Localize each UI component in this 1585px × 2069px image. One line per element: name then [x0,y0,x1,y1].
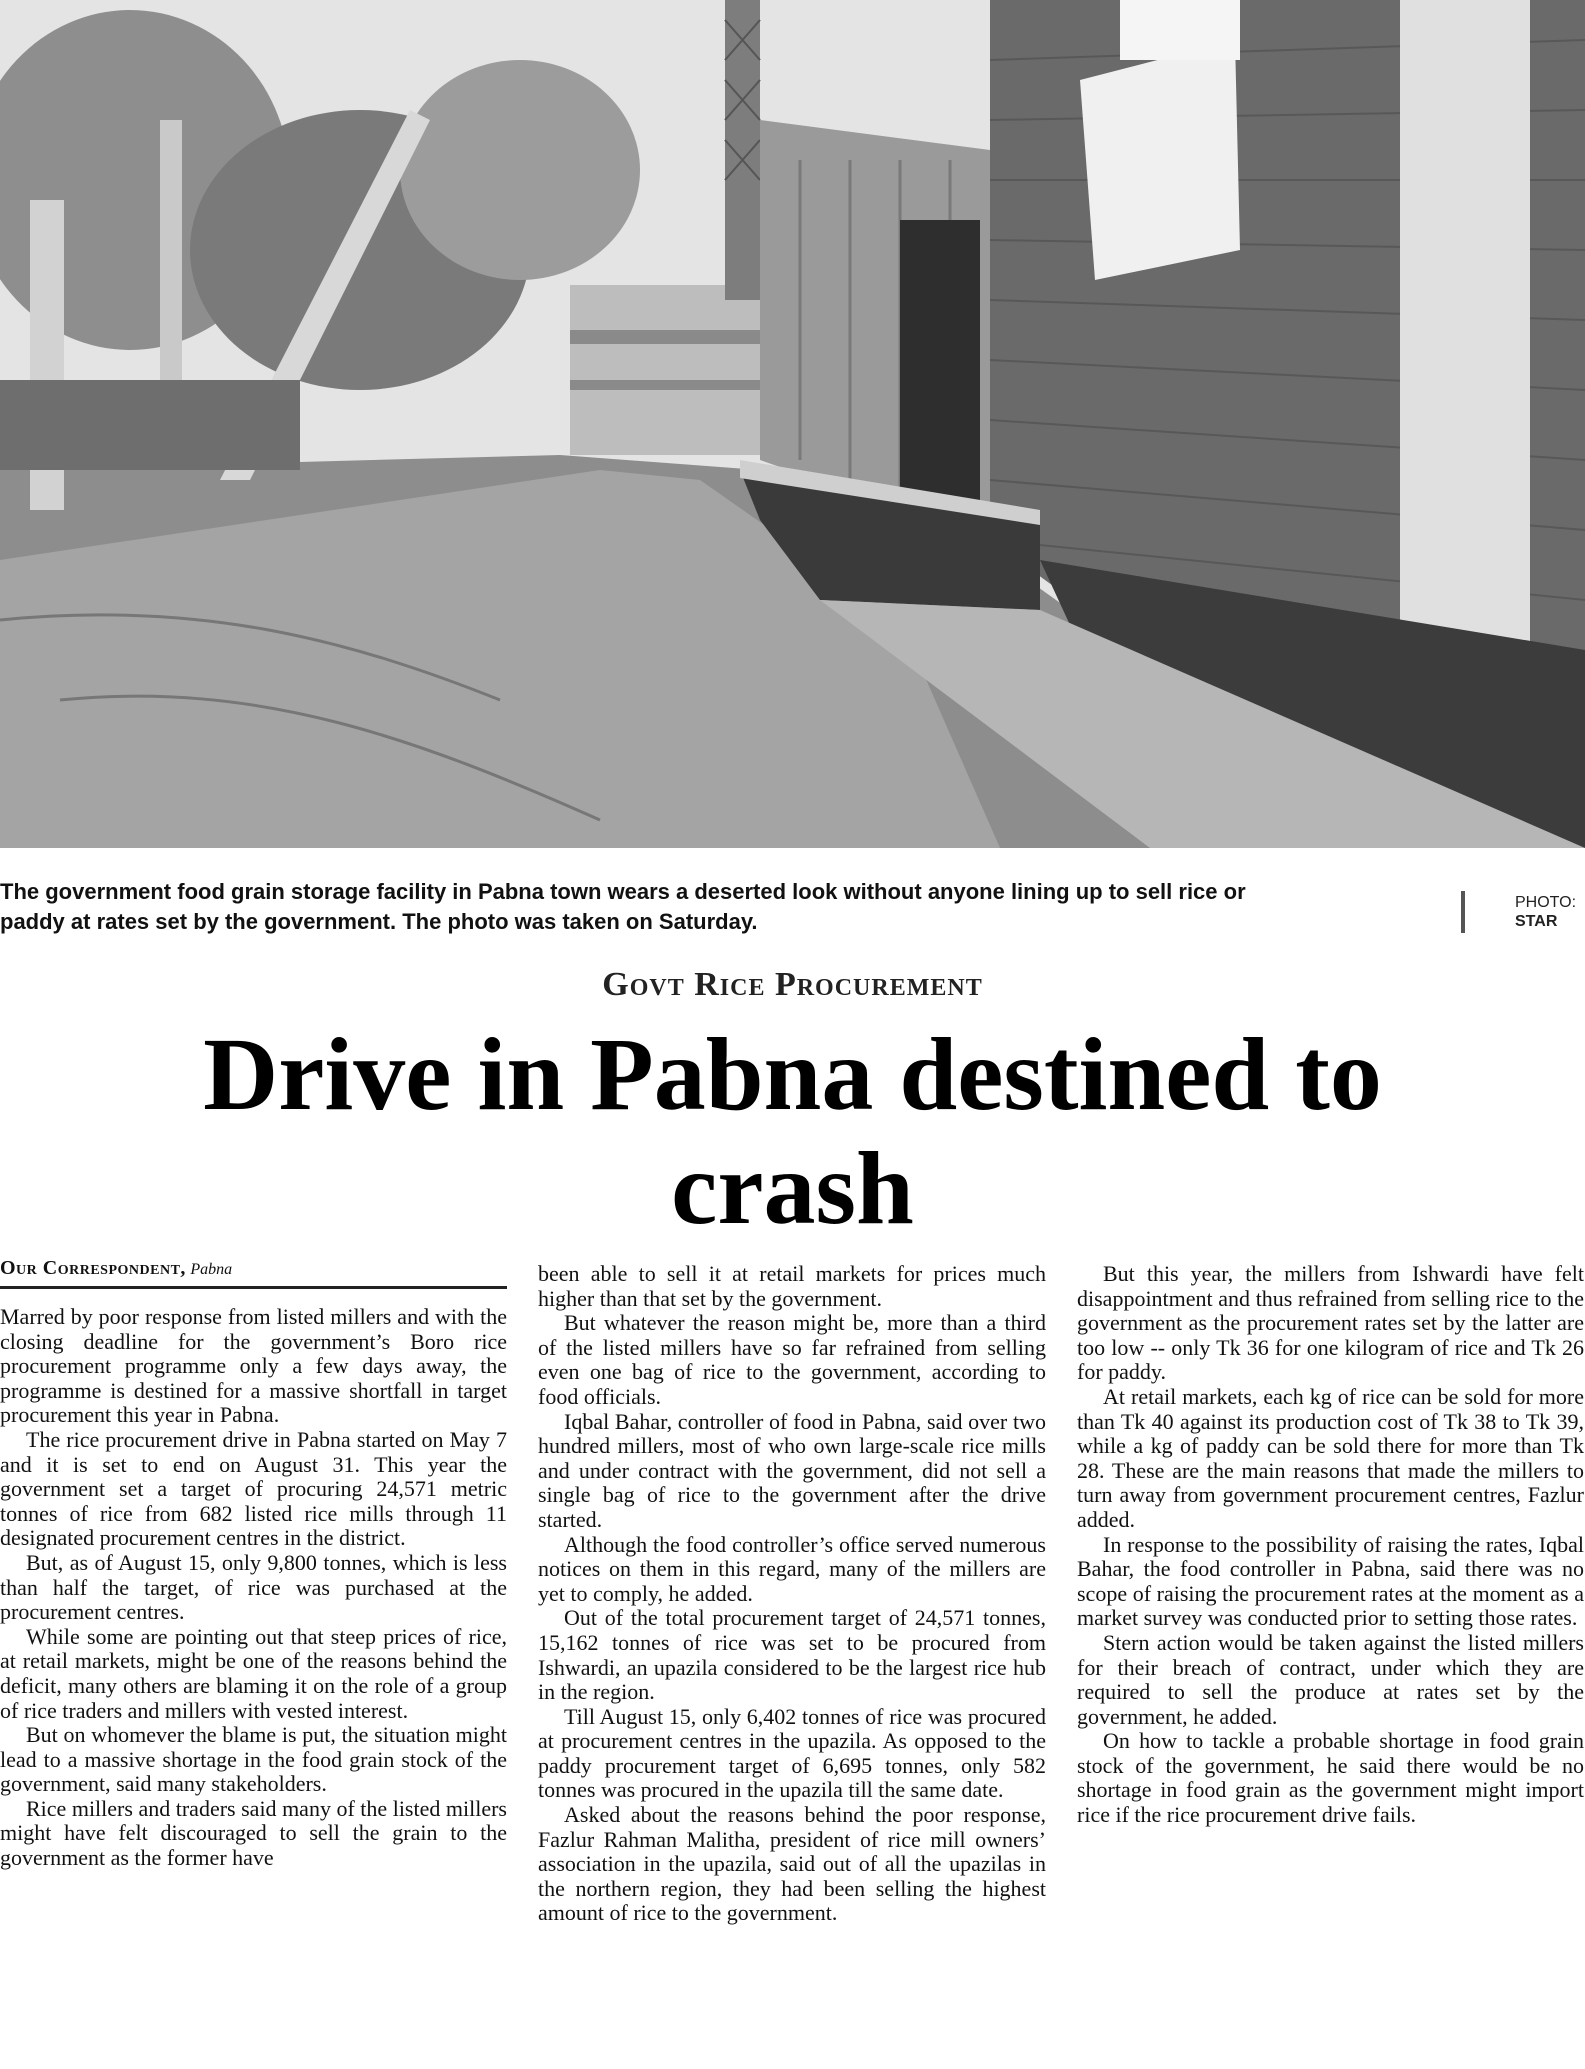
paragraph: Iqbal Bahar, controller of food in Pabna, said over two hundred millers, most of who own large-scale rice mills and under contract with the government, did not sell a single bag of rice to the government after the drive started. [538,1408,1046,1532]
news-photo [0,0,1585,848]
paragraph: While some are pointing out that steep prices of rice, at retail markets, might be one of the reasons behind the deficit, many others are blaming it on the role of a group of rice traders and millers with vested interest. [0,1623,507,1723]
credit-divider [1461,891,1465,933]
byline-place: Pabna [190,1261,233,1278]
paragraph: But this year, the millers from Ishwardi have felt disappointment and thus refrained from selling rice to the government as the procurement rates set by the latter are too low -- only Tk 36 for one kilogram of rice and Tk 26 for paddy. [1077,1261,1584,1385]
paragraph: In response to the possibility of raising the rates, Iqbal Bahar, the food controller in Pabna, said there was no scope of raising the procurement rates at the moment as a market survey was conducted prior to setting those rates. [1077,1531,1584,1631]
paragraph: Rice millers and traders said many of the listed millers might have felt discouraged to sell the grain to the government as the former have [0,1795,507,1871]
paragraph: But, as of August 15, only 9,800 tonnes, which is less than half the target, of rice was purchased at the procurement centres. [0,1549,507,1625]
article-column-2 [538,1262,1046,1926]
byline [0,1257,507,1280]
paragraph: Out of the total procurement target of 24,571 tonnes, 15,162 tonnes of rice was set to be procured from Ishwardi, an upazila considered to be the largest rice hub in the region. [538,1605,1046,1705]
article-headline: Drive in Pabna destined to crash [203,1017,1382,1246]
byline-divider [0,1286,507,1289]
warehouse-photo-illustration [0,0,1585,848]
photo-credit-label: PHOTO: [1515,894,1577,911]
photo-credit [1515,893,1576,931]
paragraph: Stern action would be taken against the listed millers for their breach of contract, under which they are required to sell the produce at rates set by the government, he added. [1077,1629,1584,1729]
photo-credit-source: STAR [1515,913,1558,930]
paragraph: But whatever the reason might be, more than a third of the listed millers have so far refrained from selling even one bag of rice to the government, according to food officials. [538,1310,1046,1409]
paragraph: At retail markets, each kg of rice can be sold for more than Tk 40 against its production cost of Tk 38 to Tk 39, while a kg of paddy can be sold there for more than Tk 28. These are the main reasons that made the millers to turn away from government procurement centres, Fazlur added. [1077,1383,1584,1532]
paragraph: But on whomever the blame is put, the situation might lead to a massive shortage in the food grain stock of the government, said many stakeholders. [0,1722,507,1797]
paragraph: Till August 15, only 6,402 tonnes of rice was procured at procurement centres in the upazila. As opposed to the paddy procurement target of 6,695 tonnes, only 582 tonnes was procured in the upazila till the same date. [538,1703,1046,1803]
paragraph: Marred by poor response from listed millers and with the closing deadline for the government’s Boro rice procurement programme only a few days away, the programme is destined for a massive shortfall in target procurement this year in Pabna. [0,1304,507,1428]
photo-caption: The government food grain storage facility in Pabna town wears a deserted look without anyone lining up to sell rice or paddy at rates set by the government. The photo was taken on Saturday. [0,879,1246,934]
paragraph: Although the food controller’s office served numerous notices on them in this regard, many of the millers are yet to comply, he added. [538,1531,1046,1606]
paragraph: The rice procurement drive in Pabna started on May 7 and it is set to end on August 31. This year the government set a target of procuring 24,571 metric tonnes of rice from 682 listed rice mills through 11 designated procurement centres in the district. [0,1426,507,1551]
paragraph: On how to tackle a probable shortage in food grain stock of the government, he said there would be no shortage in food grain as the government might import rice if the rice procurement drive fails. [1077,1728,1584,1828]
article-column-1 [0,1305,507,1871]
paragraph: been able to sell it at retail markets for prices much higher than that set by the government. [538,1261,1046,1311]
paragraph: Asked about the reasons behind the poor response, Fazlur Rahman Malitha, president of rice mill owners’ association in the upazila, said out of all the upazilas in the northern region, they had been selling the highest amount of rice to the government. [538,1802,1046,1926]
article-column-3 [1077,1262,1584,1828]
byline-author: Our Correspondent, [0,1257,186,1279]
section-kicker: Govt Rice Procurement [602,966,983,1003]
